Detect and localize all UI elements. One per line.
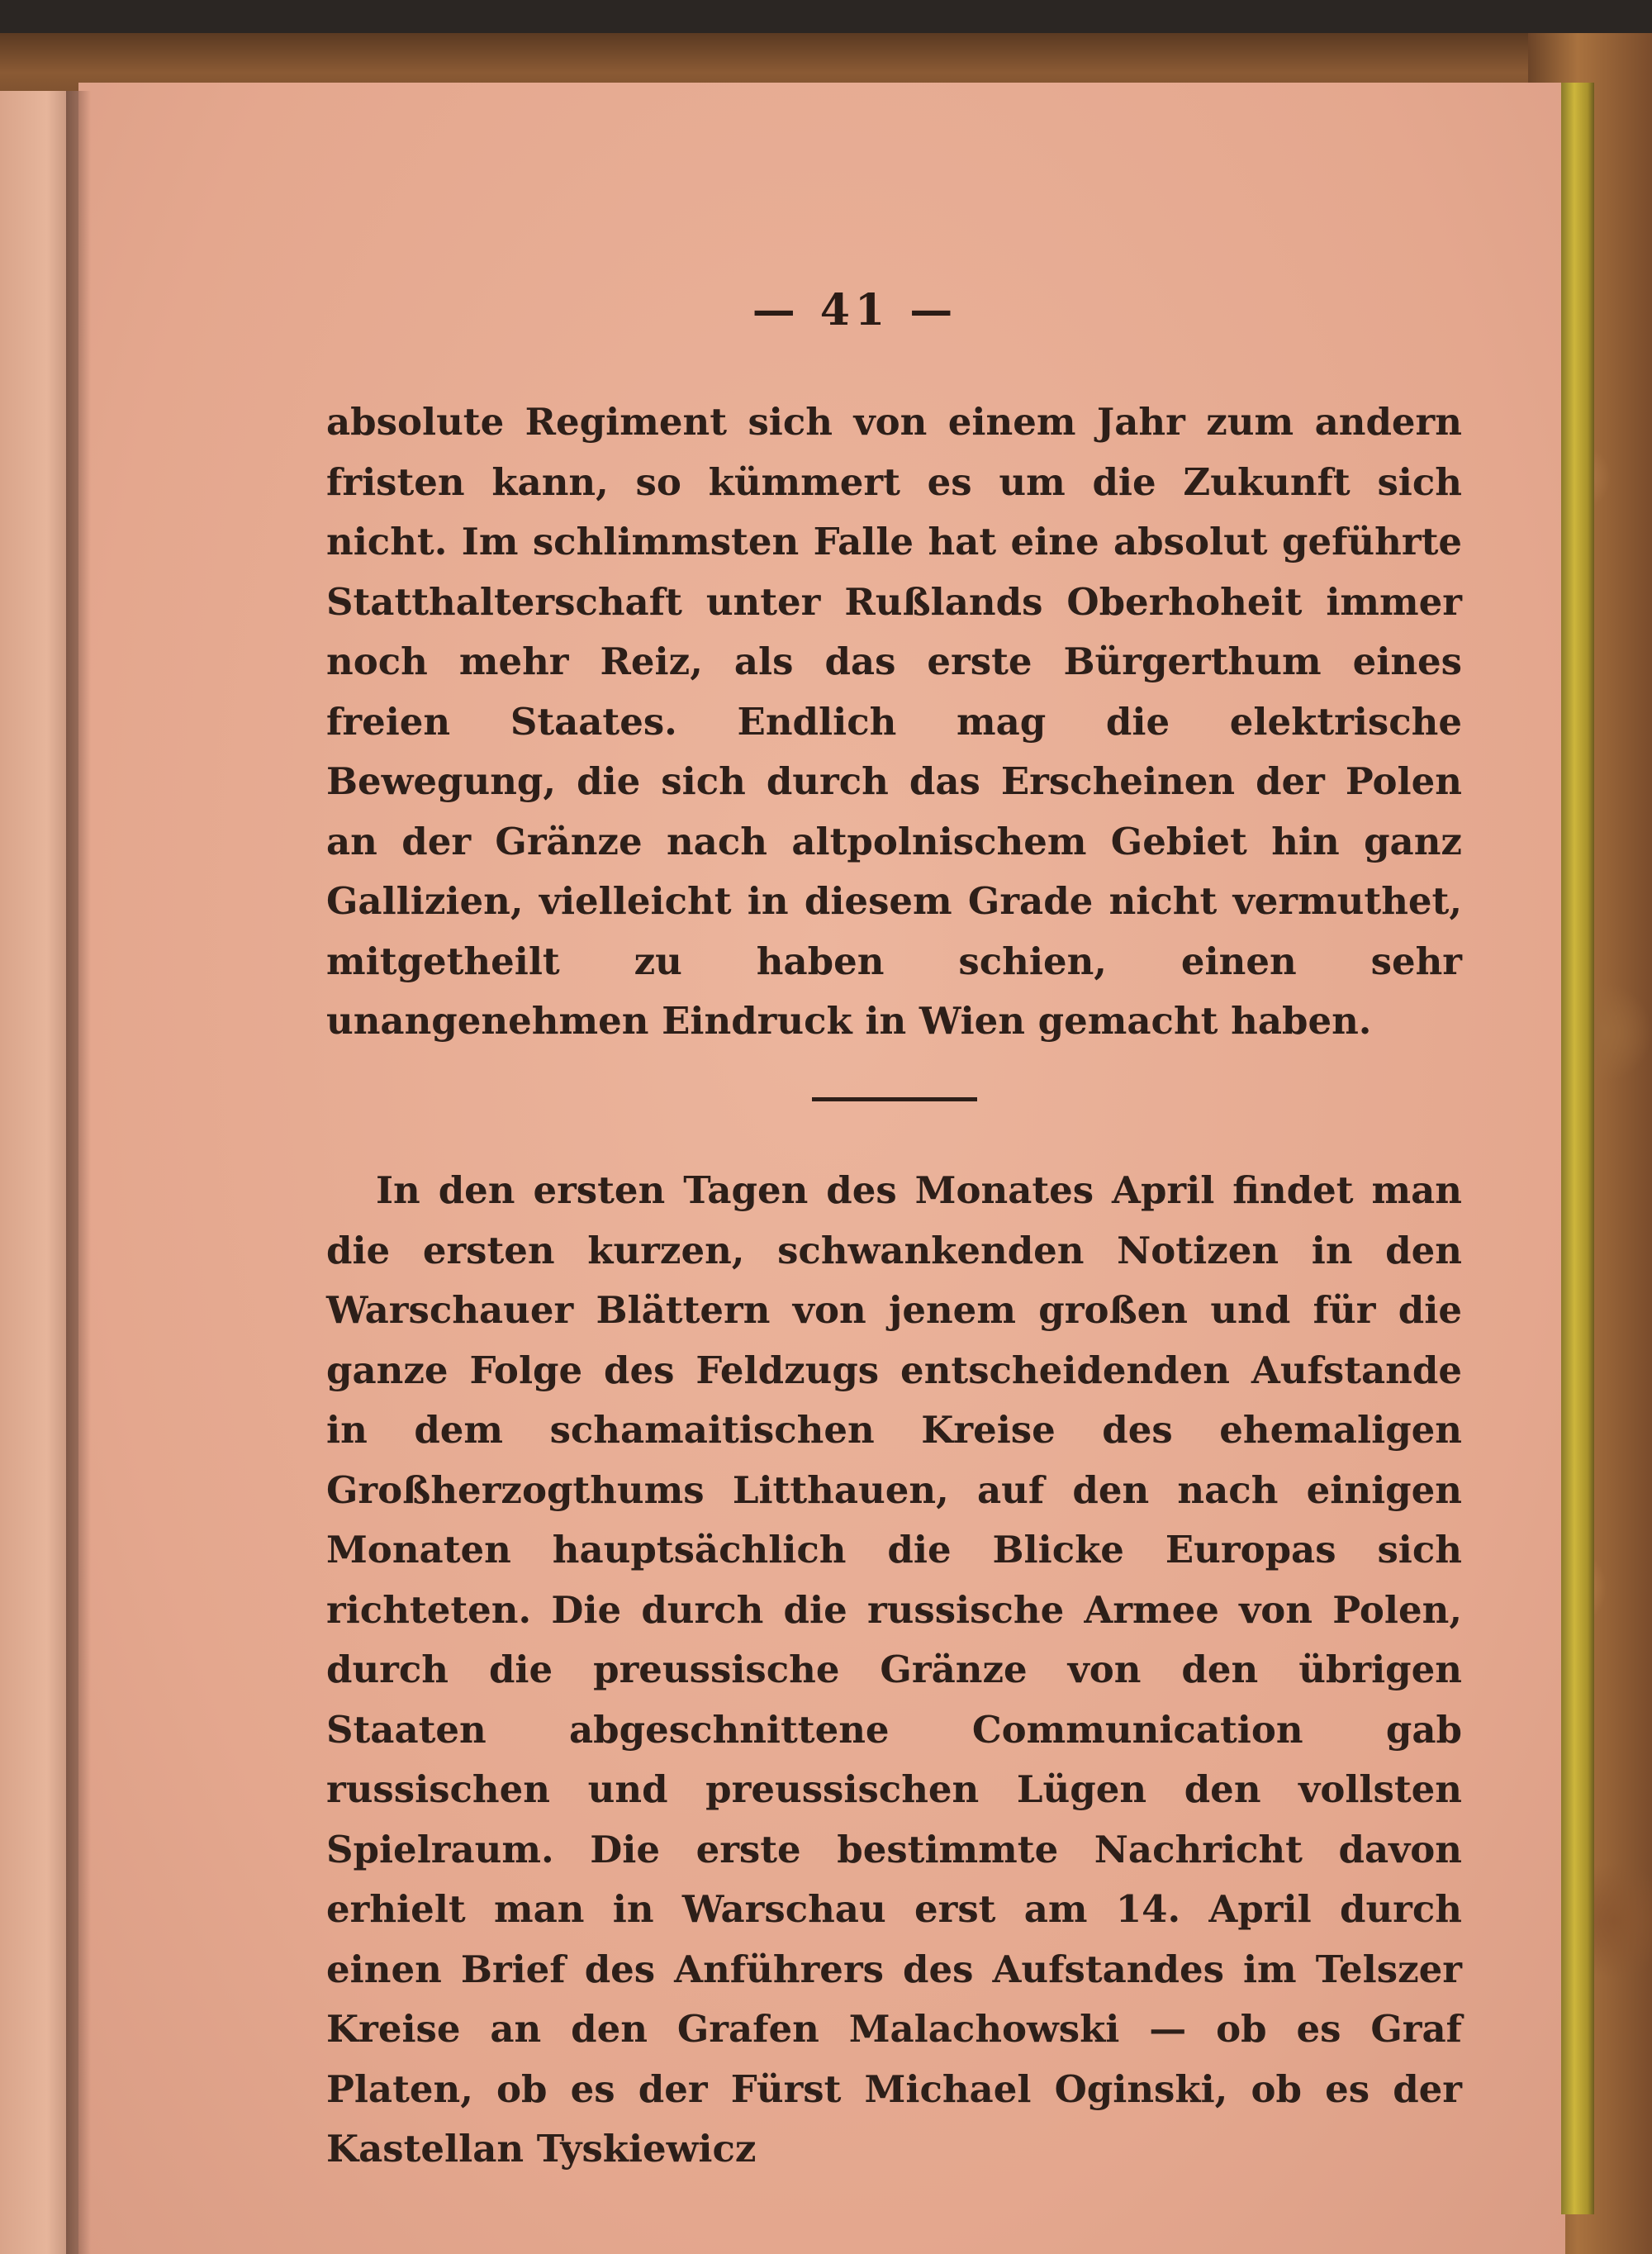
- paragraph-1: [326, 392, 1462, 1052]
- gilt-page-edge: [1561, 83, 1594, 2214]
- paragraph-2: [326, 1161, 1462, 2180]
- paragraph-2-text: In den ersten Tagen des Monates April findet man die ersten kurzen, schwankenden Notizen in den Warschauer Blättern von jenem großen und für die ganze Folge des Feldzugs entscheidenden Aufstande in dem schamaitischen Kreise des ehemaligen Großherzogthums Litthauen, auf den nach einigen Monaten hauptsächlich die Blicke Europas sich richteten. Die durch die russische Armee von Polen, durch die preussische Gränze von den übrigen Staaten abgeschnittene Communication gab russischen und preussischen Lügen den vollsten Spielraum. Die erste bestimmte Nachricht davon erhielt man in Warschau erst am 14. April durch einen Brief des Anführers des Aufstandes im Telszer Kreise an den Grafen Malachowski — ob es Graf Platen, ob es der Fürst Michael Oginski, ob es der Kastellan Tyskiewicz: [326, 1168, 1462, 2171]
- book-page: [78, 83, 1565, 2254]
- section-separator: [812, 1097, 977, 1101]
- paragraph-1-text: absolute Regiment sich von einem Jahr zum andern fristen kann, so kümmert es um die Zukunft sich nicht. Im schlimmsten Falle hat eine absolut geführte Statthalterschaft unter Rußlands Oberhoheit immer noch mehr Reiz, als das erste Bürgerthum eines freien Staates. Endlich mag die elektrische Bewegung, die sich durch das Erscheinen der Polen an der Gränze nach altpolnischem Gebiet hin ganz Gallizien, vielleicht in diesem Grade nicht vermuthet, mitgetheilt zu haben schien, einen sehr unangenehmen Eindruck in Wien gemacht haben.: [326, 400, 1462, 1043]
- page-number: — 41 —: [752, 285, 958, 335]
- page-gutter-shadow: [66, 91, 91, 2254]
